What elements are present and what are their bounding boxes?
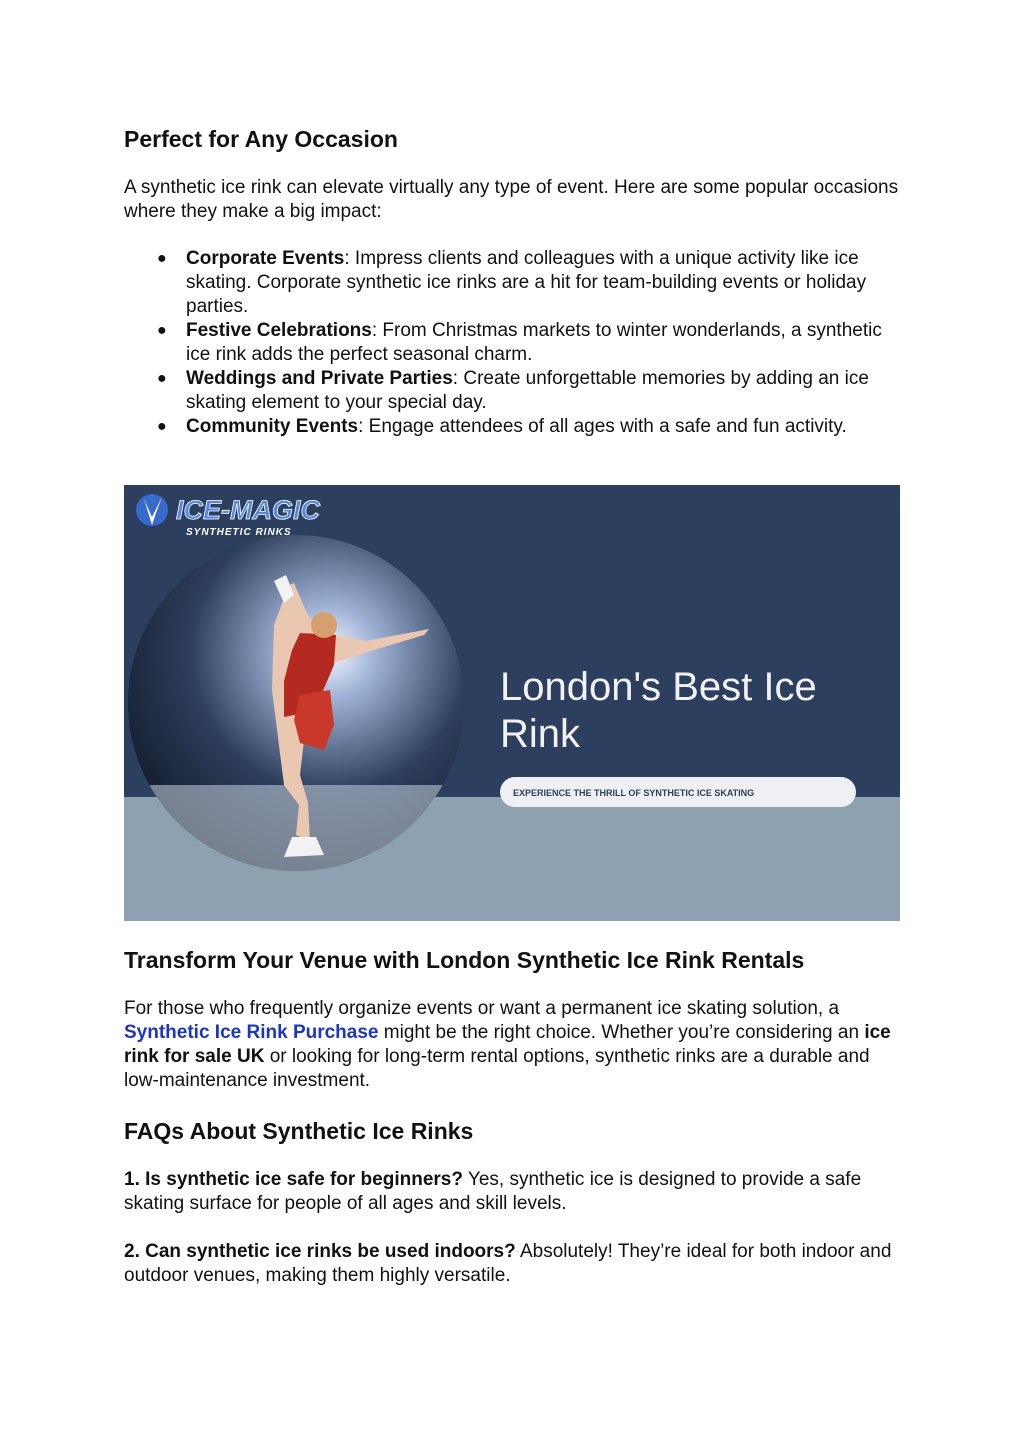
logo-main: ICE-MAGIC <box>176 495 320 525</box>
synthetic-ice-rink-purchase-link[interactable]: Synthetic Ice Rink Purchase <box>124 1022 379 1043</box>
faq-question: 2. Can synthetic ice rinks be used indoors? <box>124 1241 516 1262</box>
item-title: Community Events <box>186 416 359 437</box>
bullet-icon: ● <box>157 418 167 435</box>
heading-transform-your-venue: Transform Your Venue with London Synthetic Ice Rink Rentals <box>124 947 805 973</box>
list-item <box>124 319 900 367</box>
banner-headline-line1: London's Best Ice <box>500 665 817 709</box>
text-span: For those who frequently organize events or want a permanent ice skating solution, a <box>124 998 840 1019</box>
item-text: : Impress clients and colleagues with a unique activity like ice skating. Corporate synthetic ice rinks are a hit for team-building events or holiday parties. <box>186 248 867 317</box>
intro-paragraph: A synthetic ice rink can elevate virtually any type of event. Here are some popular occasions where they make a big impact: <box>124 177 899 222</box>
occasion-list <box>124 247 900 439</box>
bullet-icon: ● <box>157 322 167 339</box>
item-title: Festive Celebrations <box>186 320 372 341</box>
bold-phrase: ice rink for sale UK <box>124 1022 891 1067</box>
banner-headline-line2: Rink <box>500 712 581 756</box>
faq-item <box>124 1168 900 1216</box>
item-text: : Create unforgettable memories by adding an ice skating element to your special day. <box>186 368 869 413</box>
faq-answer: Yes, synthetic ice is designed to provide a safe skating surface for people of all ages and skill levels. <box>124 1169 862 1214</box>
bullet-icon: ● <box>157 250 167 267</box>
heading-faqs: FAQs About Synthetic Ice Rinks <box>124 1118 474 1144</box>
list-item <box>124 415 900 439</box>
item-text: : From Christmas markets to winter wonderlands, a synthetic ice rink adds the perfect seasonal charm. <box>186 320 882 365</box>
tagline-text: EXPERIENCE THE THRILL OF SYNTHETIC ICE SKATING <box>513 788 755 798</box>
faq-item <box>124 1240 900 1288</box>
logo-sub: SYNTHETIC RINKS <box>186 527 292 538</box>
transform-paragraph <box>124 997 900 1093</box>
bullet-icon: ● <box>157 370 167 387</box>
faq-question: 1. Is synthetic ice safe for beginners? <box>124 1169 463 1190</box>
item-text: : Engage attendees of all ages with a safe and fun activity. <box>358 416 847 437</box>
text-span: might be the right choice. Whether you’re considering an <box>378 1022 865 1043</box>
ice-magic-banner-image <box>124 485 900 921</box>
list-item <box>124 367 900 415</box>
heading-perfect-for-any-occasion: Perfect for Any Occasion <box>124 126 398 152</box>
item-title: Weddings and Private Parties <box>186 368 453 389</box>
faq-answer: Absolutely! They’re ideal for both indoor and outdoor venues, making them highly versatile. <box>124 1241 892 1286</box>
list-item <box>124 247 900 319</box>
text-span: or looking for long-term rental options, synthetic rinks are a durable and low-maintenance investment. <box>124 1046 870 1091</box>
item-title: Corporate Events <box>186 248 345 269</box>
